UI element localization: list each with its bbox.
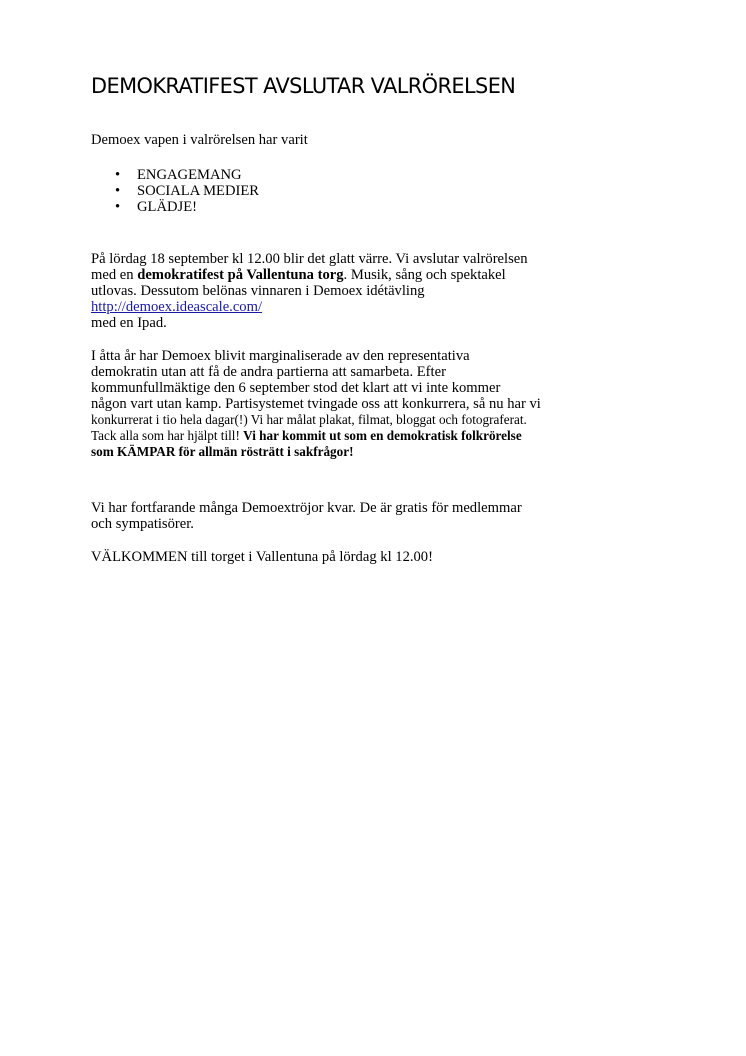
document-title: DEMOKRATIFEST AVSLUTAR VALRÖRELSEN	[91, 74, 516, 99]
paragraph-history	[91, 348, 601, 460]
event-line-3: utlovas. Dessutom belönas vinnaren i Demoex idétävling	[91, 283, 425, 299]
event-line-2	[91, 267, 601, 283]
paragraph-welcome: VÄLKOMMEN till torget i Vallentuna på lördag kl 12.00!	[91, 549, 433, 565]
bullet-item-gladje: • GLÄDJE!	[137, 199, 601, 215]
history-line-4-text: någon vart utan kamp. Partisystemet tvingade oss att konkurrera, så nu har vi	[91, 396, 541, 412]
bullet-item-engagemang: • ENGAGEMANG	[137, 167, 601, 183]
event-venue-bold: demokratifest på Vallentuna torg	[137, 267, 344, 283]
bullet-item-sociala-medier: • SOCIALA MEDIER	[137, 183, 601, 199]
document-page	[91, 72, 601, 565]
event-line-2-post: . Musik, sång och spektakel	[343, 267, 506, 283]
history-line-6-pre: Tack alla som har hjälpt till!	[91, 428, 244, 443]
paragraph-shirts	[91, 500, 601, 532]
paragraph-event	[91, 251, 601, 331]
history-line-6-bold: Vi har kommit ut som en demokratisk folkrörelse	[243, 428, 522, 443]
history-line-7-bold: som KÄMPAR för allmän rösträtt i sakfrågor!	[91, 444, 354, 459]
history-line-4	[91, 396, 601, 412]
ideascale-link[interactable]: http://demoex.ideascale.com/	[91, 299, 263, 315]
history-line-2: demokratin utan att få de andra partierna att samarbeta. Efter	[91, 364, 446, 380]
history-line-6	[91, 428, 601, 444]
history-line-1: I åtta år har Demoex blivit marginaliserade av den representativa	[91, 348, 470, 364]
event-line-1: På lördag 18 september kl 12.00 blir det glatt värre. Vi avslutar valrörelsen	[91, 251, 528, 267]
intro-paragraph: Demoex vapen i valrörelsen har varit	[91, 132, 308, 148]
event-line-2-pre: med en	[91, 267, 138, 283]
event-line-5: med en Ipad.	[91, 315, 167, 331]
shirts-line-1: Vi har fortfarande många Demoextröjor kvar. De är gratis för medlemmar	[91, 500, 522, 516]
bullet-list	[91, 167, 601, 215]
shirts-line-2: och sympatisörer.	[91, 516, 194, 532]
history-line-5: konkurrerat i tio hela dagar(!) Vi har målat plakat, filmat, bloggat och fotograferat.	[91, 412, 527, 427]
history-line-7	[91, 444, 601, 460]
history-line-3: kommunfullmäktige den 6 september stod det klart att vi inte kommer	[91, 380, 501, 396]
